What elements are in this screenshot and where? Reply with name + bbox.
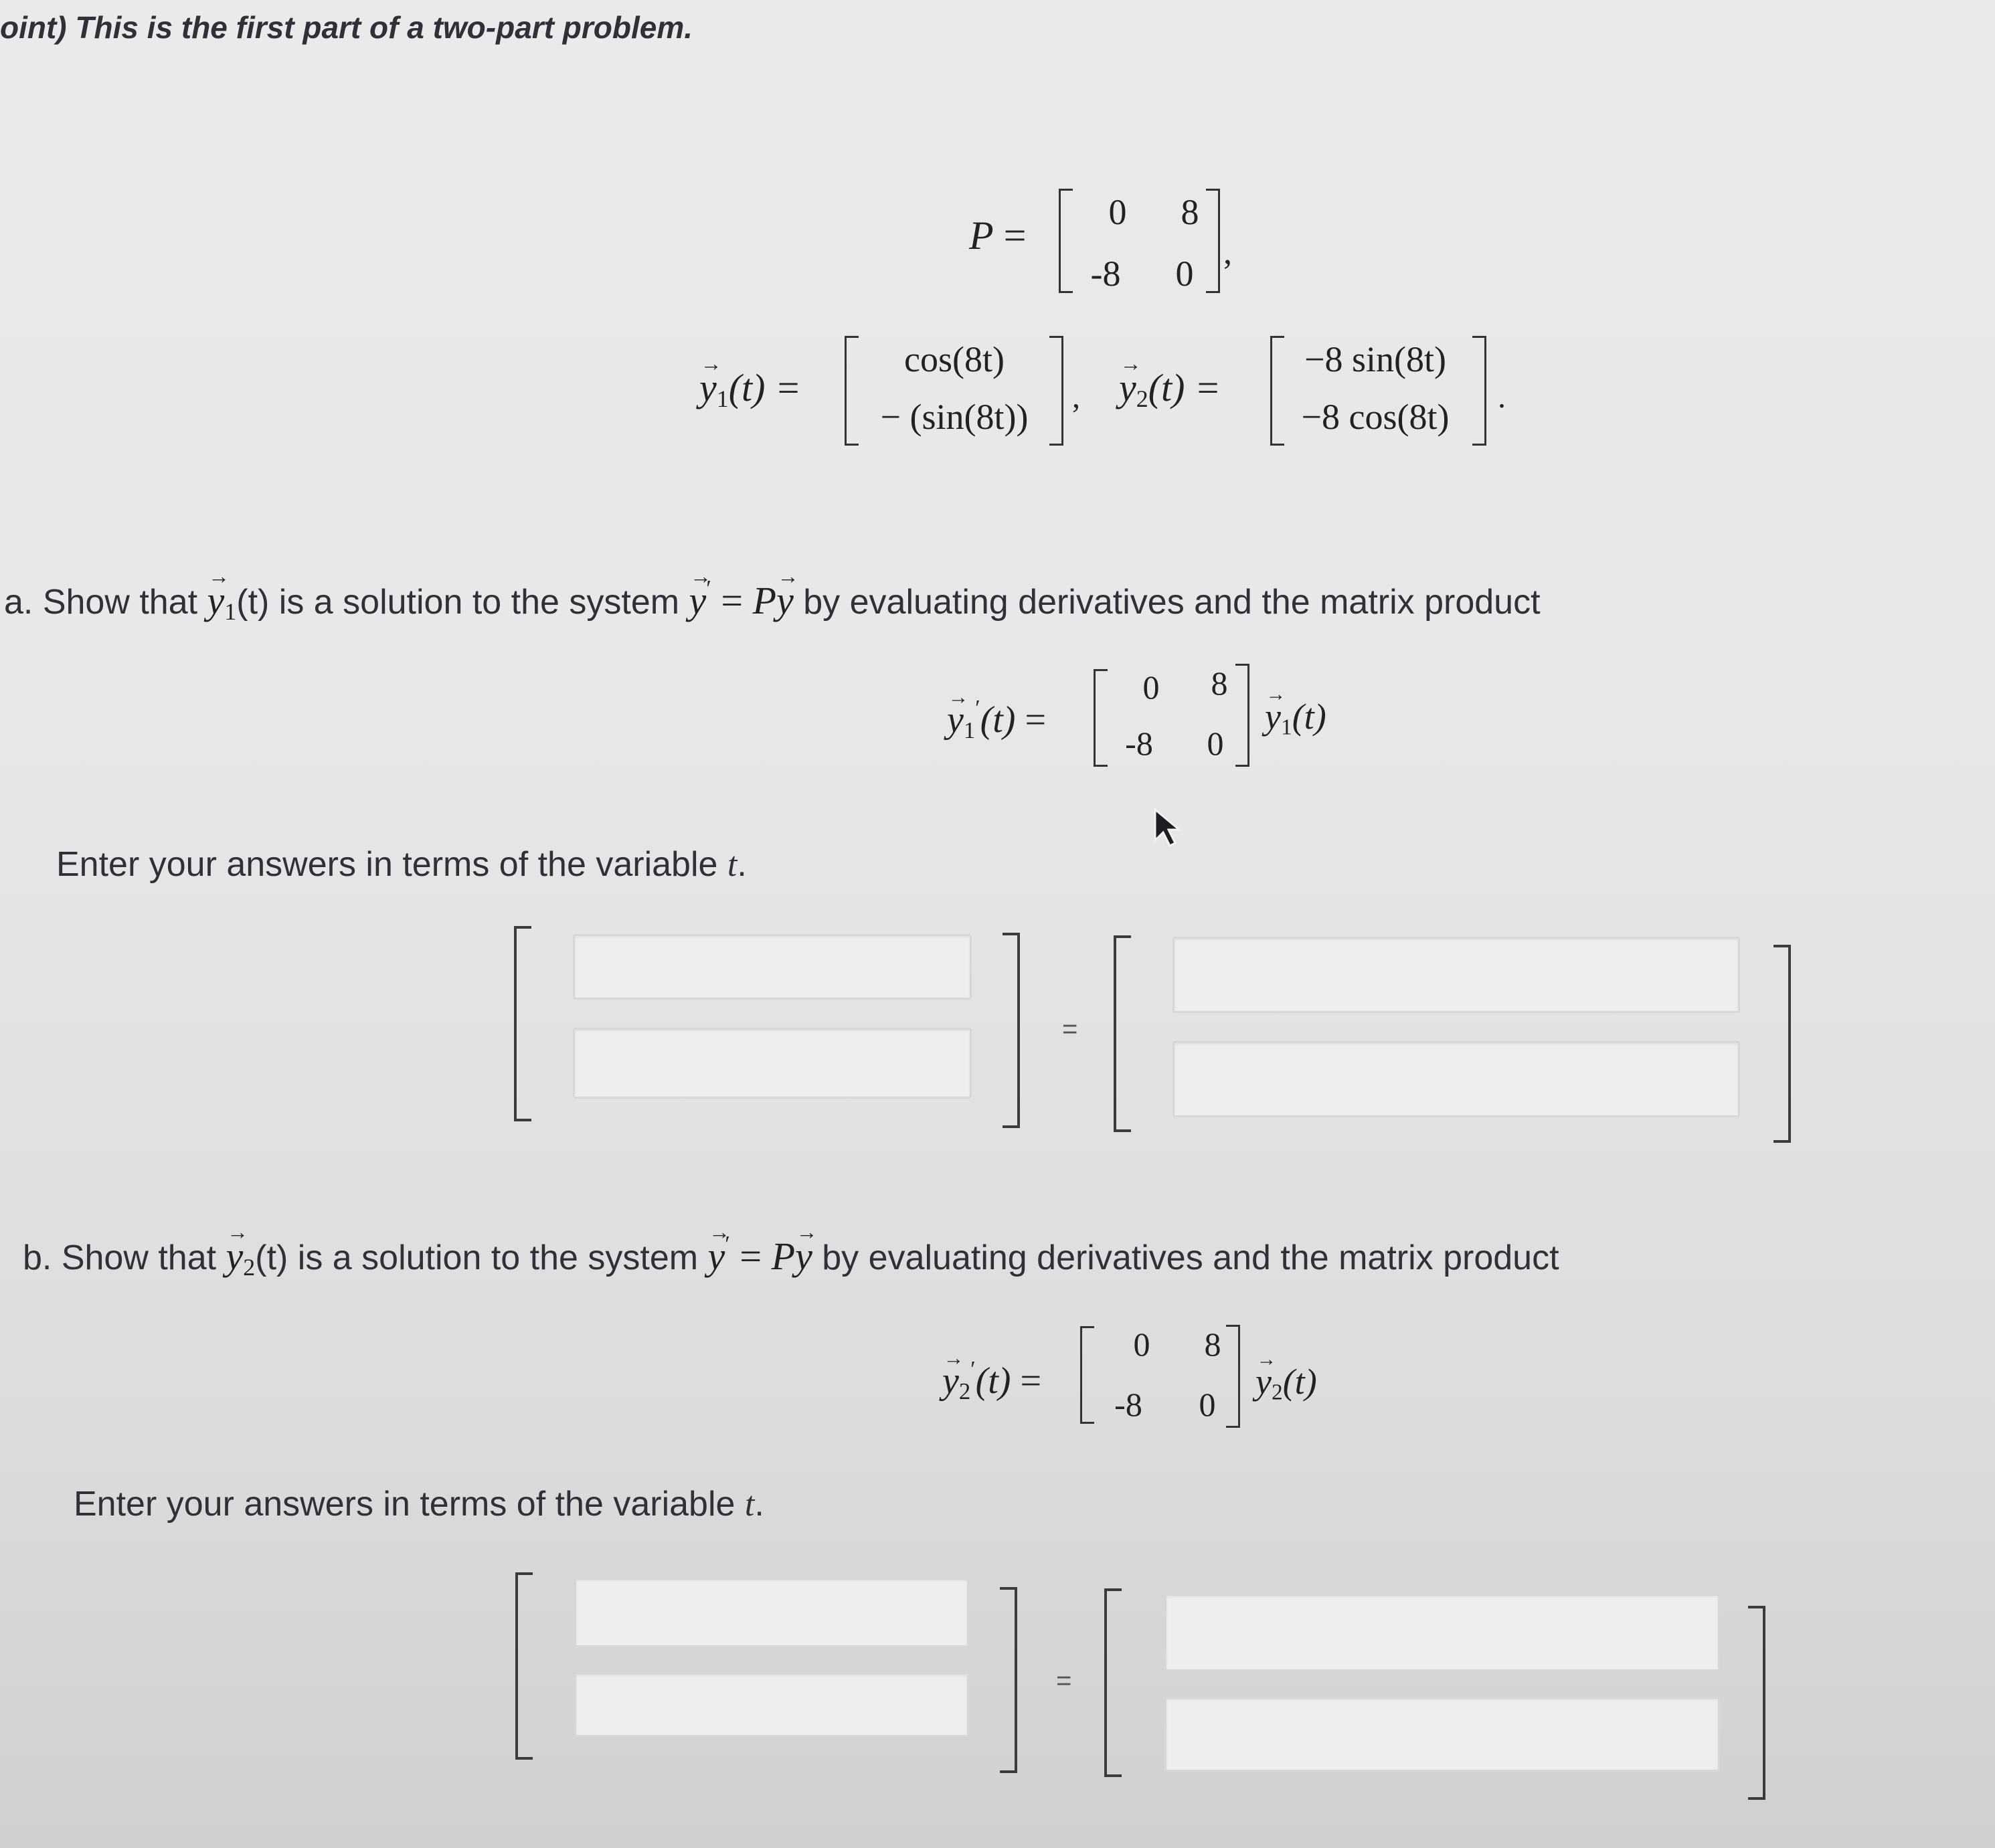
p-matrix-cell: 0: [1108, 192, 1127, 232]
part-b-right-top-input[interactable]: [1164, 1594, 1720, 1671]
part-a-left-open-bracket: [514, 926, 531, 1121]
p-matrix-cell: -8: [1090, 254, 1121, 294]
part-b-left-top-input[interactable]: [574, 1578, 969, 1647]
mouse-pointer-icon: [1152, 807, 1183, 848]
y1-vector-left-bracket: [845, 336, 859, 446]
part-a-matrix-right-bracket: [1235, 664, 1249, 767]
part-b-equation-rhs: → $y_2(t)$: [1255, 1361, 1317, 1405]
y1-vector-right-bracket: [1049, 336, 1063, 446]
part-b-matrix-left-bracket: [1080, 1326, 1094, 1424]
part-a-matrix-cell: -8: [1125, 725, 1153, 762]
y2-period: .: [1498, 379, 1506, 415]
y2-vector-right-bracket: [1472, 336, 1486, 446]
p-matrix-left-bracket: [1059, 189, 1073, 293]
part-a-left-top-input[interactable]: [573, 934, 972, 1000]
part-b-instruction: Enter your answers in terms of the variable t.: [74, 1485, 764, 1523]
part-a-right-bottom-input[interactable]: [1173, 1041, 1740, 1117]
part-b-right-close-bracket: [1748, 1606, 1765, 1800]
part-b-matrix-cell: 8: [1204, 1325, 1221, 1363]
part-a-right-top-input[interactable]: [1173, 937, 1740, 1013]
y2-vector-top: −8 sin(8t): [1304, 339, 1446, 379]
part-b-right-open-bracket: [1104, 1588, 1122, 1777]
part-a-statement: a. Show that → $y_1(t)$ is a solution to the system → y′ = P→ y by evaluating derivatives and the matrix product: [4, 575, 1541, 626]
p-matrix-cell: 0: [1175, 254, 1194, 294]
part-a-left-close-bracket: [1003, 933, 1020, 1128]
part-a-equation-rhs: → $y_1(t)$: [1265, 696, 1326, 740]
part-b-matrix-cell: 0: [1133, 1325, 1150, 1363]
part-a-matrix-cell: 0: [1142, 668, 1160, 706]
part-b-right-bottom-input[interactable]: [1164, 1697, 1720, 1772]
y1-vector-bottom: − (sin(8t)): [880, 397, 1029, 437]
part-a-equation-lhs: → $y_1'(t)$ =: [947, 696, 1046, 744]
part-b-left-bottom-input[interactable]: [574, 1673, 969, 1737]
p-comma: ,: [1223, 234, 1232, 272]
y1-definition-label: → $y_1(t)$ =: [699, 365, 801, 413]
problem-header: oint) This is the first part of a two-part problem.: [0, 10, 693, 45]
part-b-matrix-right-bracket: [1226, 1325, 1240, 1428]
part-b-left-open-bracket: [515, 1572, 533, 1760]
part-a-matrix-cell: 0: [1207, 725, 1224, 762]
p-matrix-cell: 8: [1181, 192, 1199, 232]
part-a-equals-sign: =: [1062, 1014, 1078, 1044]
part-b-equals-sign: =: [1056, 1666, 1072, 1695]
y1-comma: ,: [1072, 379, 1080, 415]
part-b-statement: b. Show that → $y_2(t)$ is a solution to the system → y′ = P→ y by evaluating derivatives and the matrix product: [23, 1231, 1559, 1281]
p-label: P =: [969, 213, 1027, 258]
y1-vector-top: cos(8t): [904, 339, 1005, 379]
part-b-matrix-cell: 0: [1199, 1386, 1216, 1423]
part-b-matrix-cell: -8: [1114, 1386, 1142, 1423]
part-a-right-open-bracket: [1114, 935, 1131, 1132]
part-b-left-close-bracket: [1000, 1587, 1017, 1773]
part-a-right-close-bracket: [1773, 945, 1791, 1143]
y2-vector-bottom: −8 cos(8t): [1301, 397, 1450, 437]
part-b-equation-lhs: → $y_2'(t)$ =: [942, 1357, 1041, 1405]
part-a-instruction: Enter your answers in terms of the variable t.: [56, 845, 747, 884]
p-matrix-right-bracket: [1206, 189, 1220, 293]
part-a-matrix-cell: 8: [1211, 664, 1228, 702]
part-a-left-bottom-input[interactable]: [573, 1028, 972, 1099]
y2-definition-label: → $y_2(t)$ =: [1119, 365, 1221, 413]
